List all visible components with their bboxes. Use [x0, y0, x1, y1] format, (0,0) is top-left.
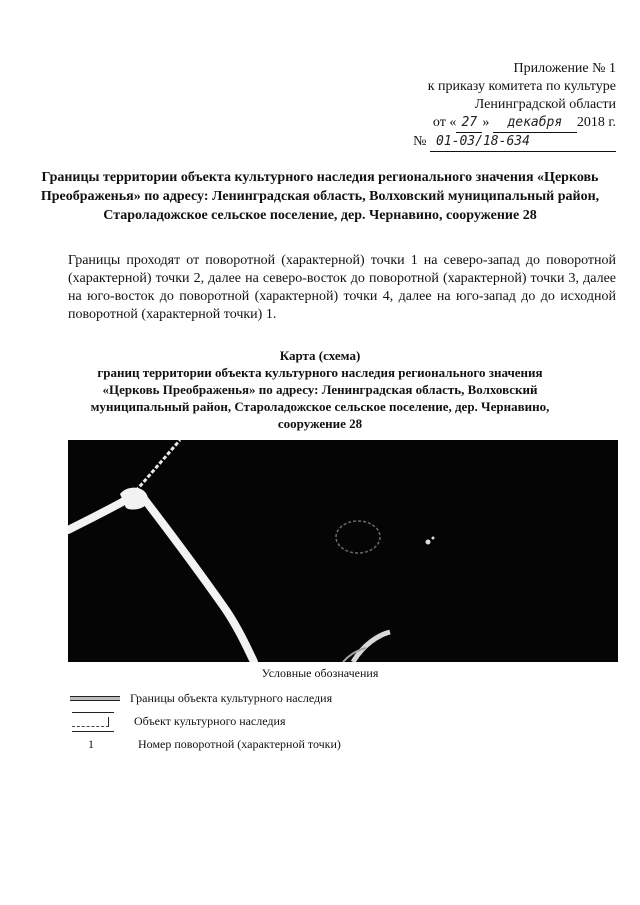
order-number — [376, 133, 616, 152]
point-number: 1 — [88, 737, 94, 751]
number-prefix: № — [413, 134, 427, 149]
map-title-line-3: «Церковь Преображенья» по адресу: Ленинградская область, Волховский — [102, 382, 538, 397]
date-year: 2018 г. — [576, 115, 616, 130]
legend-label-number: Номер поворотной (характерной точки) — [138, 737, 341, 751]
date-day: 27 — [456, 114, 482, 133]
appendix-line-1: Приложение № 1 — [513, 61, 616, 76]
date-prefix: от « — [432, 115, 457, 130]
point-number-symbol — [68, 736, 124, 756]
appendix-header — [376, 60, 616, 152]
legend-title: Условные обозначения — [261, 666, 379, 680]
map-title-line-4: муниципальный район, Староладожское сельское поселение, дер. Чернавино, — [90, 399, 550, 414]
number-value: 01-03/18-634 — [430, 133, 616, 152]
object-outline-symbol — [68, 711, 124, 731]
date-month: декабря — [493, 114, 577, 133]
boundary-map — [68, 440, 618, 662]
map-title — [70, 347, 570, 432]
order-date — [376, 114, 616, 133]
document-title: Границы территории объекта культурного наследия регионального значения «Церковь Преображенья» по адресу: Ленинградская область, Волховский муниципальный район, Староладожское сельское поселение, дер. Чернавино, сооружение 28 — [40, 170, 600, 223]
date-mid: » — [482, 115, 490, 130]
legend-label-object: Объект культурного наследия — [134, 714, 286, 728]
map-title-line-5: сооружение 28 — [277, 416, 363, 431]
appendix-line-3: Ленинградской области — [474, 97, 616, 112]
legend-label-boundary: Границы объекта культурного наследия — [130, 691, 333, 705]
appendix-line-2: к приказу комитета по культуре — [427, 79, 616, 94]
map-speck — [426, 540, 431, 545]
map-speck — [432, 537, 435, 540]
map-title-line-1: Карта (схема) — [279, 348, 361, 363]
boundary-line-symbol — [68, 690, 124, 710]
map-title-line-2: границ территории объекта культурного наследия регионального значения — [97, 365, 543, 380]
boundary-description: Границы проходят от поворотной (характерной) точки 1 на северо-запад до поворотной (характерной) точки 2, далее на северо-восток до поворотной (характерной) точки 3, далее на юго-восток до поворотной (характерной) точки 4, далее на юго-запад до до исходной поворотной (характерной точки) 1. — [68, 253, 616, 322]
map-image — [68, 440, 618, 662]
